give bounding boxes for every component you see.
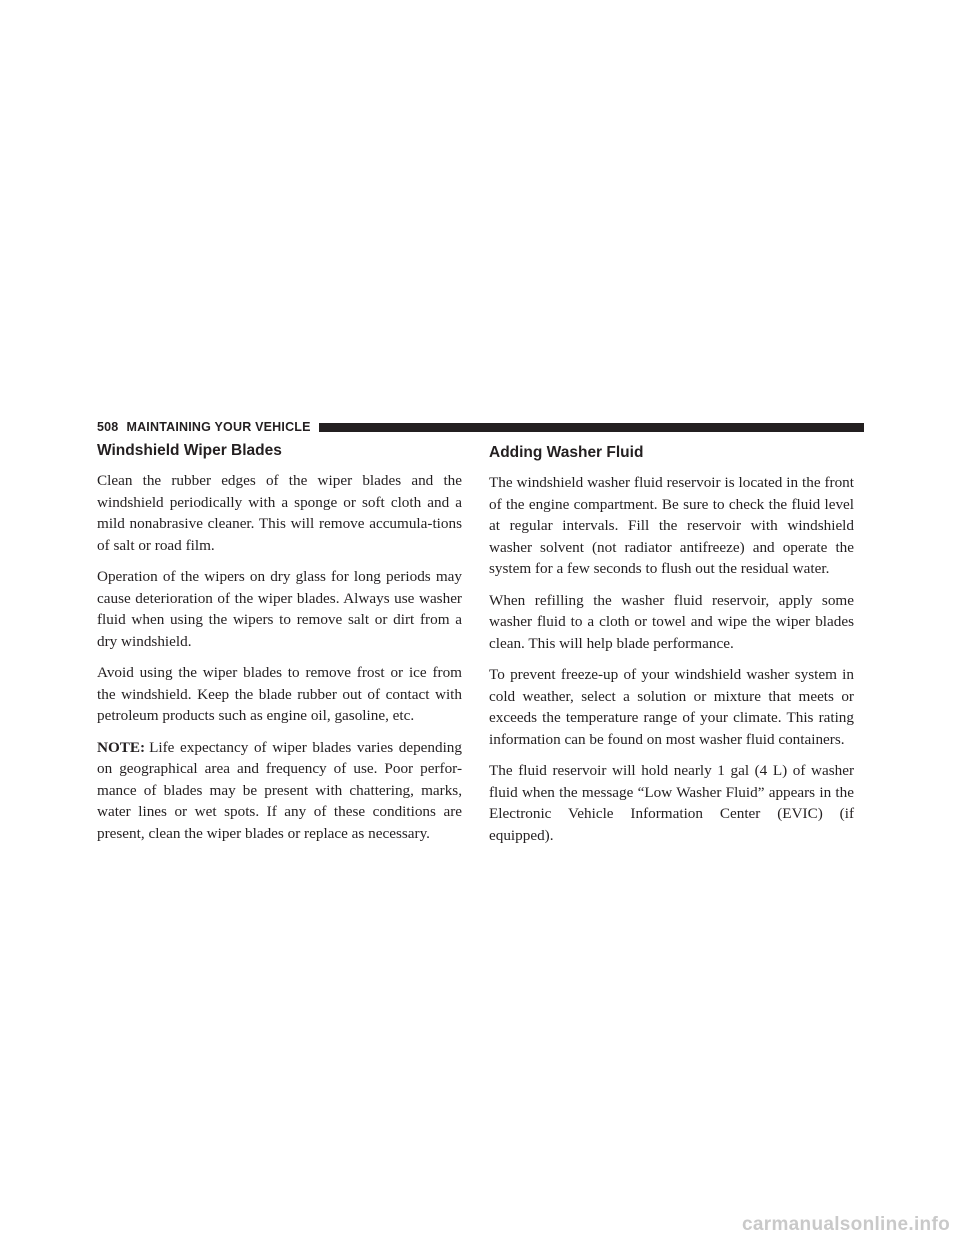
watermark: carmanualsonline.info	[742, 1214, 950, 1235]
left-column	[97, 441, 462, 854]
right-column	[489, 441, 854, 856]
paragraph: To prevent freeze-up of your windshield washer system in cold weather, select a solution or mixture that meets or exceeds the temperature range of your climate. This rating information can be found on most washer fluid containers.	[489, 666, 854, 748]
header-rule	[319, 423, 864, 432]
section-heading-wiper-blades: Windshield Wiper Blades	[97, 442, 282, 459]
page-number: 508	[97, 420, 119, 434]
paragraph: The fluid reservoir will hold nearly 1 gal (4 L) of washer fluid when the message “Low Washer Fluid” appears in the Electronic Vehicle Information Center (EVIC) (if equipped).	[489, 762, 854, 844]
section-heading-washer-fluid: Adding Washer Fluid	[489, 444, 644, 461]
paragraph: Operation of the wipers on dry glass for long periods may cause deterioration of the wiper blades. Always use washer fluid when using the wipers to remove salt or dirt from a dry windshield.	[97, 568, 462, 650]
note-text: Life expectancy of wiper blades varies depending on geographical area and frequency of use. Poor perfor-mance of blades may be present with chattering, marks, water lines or wet spots. If any of these conditions are present, clean the wiper blades or replace as necessary.	[97, 738, 462, 842]
paragraph: Avoid using the wiper blades to remove frost or ice from the windshield. Keep the blade rubber out of contact with petroleum products such as engine oil, gasoline, etc.	[97, 664, 462, 724]
note-paragraph	[97, 737, 462, 845]
paragraph: Clean the rubber edges of the wiper blades and the windshield periodically with a sponge or soft cloth and a mild nonabrasive cleaner. This will remove accumula-tions of salt or road film.	[97, 472, 462, 554]
page-header	[97, 417, 864, 437]
paragraph: When refilling the washer fluid reservoir, apply some washer fluid to a cloth or towel and wipe the wiper blades clean. This will help blade performance.	[489, 591, 854, 652]
section-title: MAINTAINING YOUR VEHICLE	[126, 420, 311, 434]
paragraph: The windshield washer fluid reservoir is located in the front of the engine compartment. Be sure to check the fluid level at regular intervals. Fill the reservoir with windshield washer solvent (not radiator antifreeze) and operate the system for a few seconds to flush out the residual water.	[489, 474, 854, 577]
note-label: NOTE:	[97, 738, 146, 756]
